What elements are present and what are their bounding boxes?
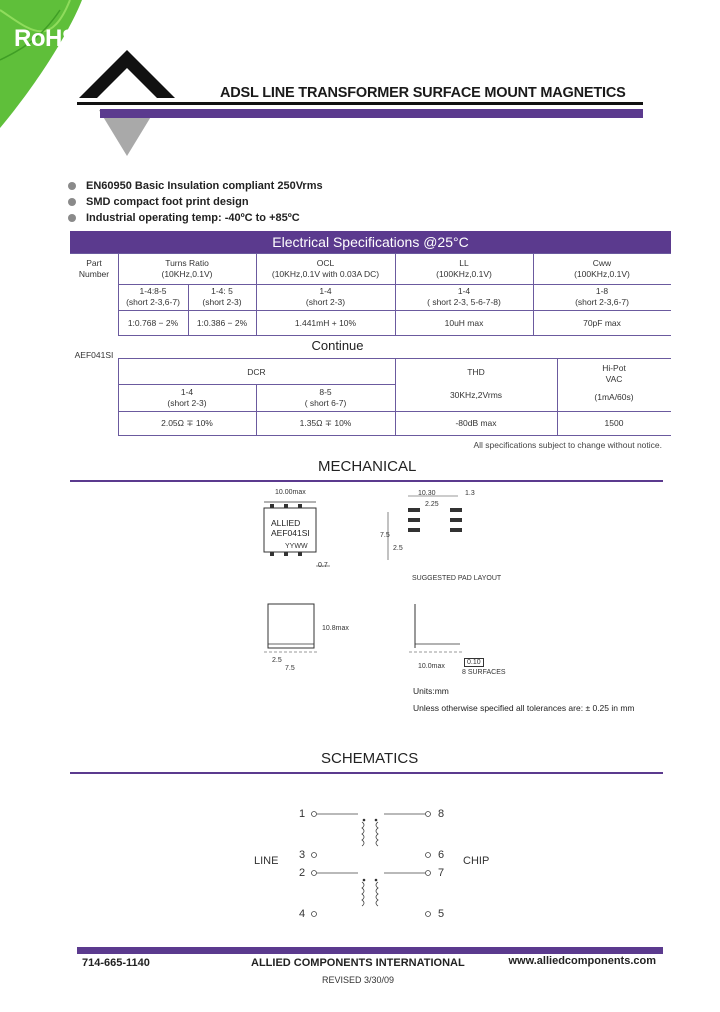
pin-5-label: 5 bbox=[438, 908, 445, 920]
rohs-badge: RoHS bbox=[14, 25, 78, 52]
turns-ratio-sub2: 1-4: 5 (short 2-3) bbox=[202, 286, 242, 307]
part-number-header: Part Number bbox=[78, 258, 110, 279]
ll-sub: 1-4 ( short 2-3, 5-6-7-8) bbox=[427, 286, 501, 307]
coplanarity-box: 0.10 bbox=[464, 658, 484, 667]
title-rule-purple bbox=[100, 109, 643, 118]
feature-item: EN60950 Basic Insulation compliant 250Vrms bbox=[68, 180, 323, 192]
bullet-icon bbox=[68, 182, 76, 190]
part-number-value: AEF041SI bbox=[74, 350, 114, 360]
hipot-header: Hi-Pot VAC bbox=[602, 363, 626, 384]
line-side-label: LINE bbox=[254, 855, 279, 867]
footer-company: ALLIED COMPONENTS INTERNATIONAL bbox=[251, 957, 465, 969]
marking-date-code: YYWW bbox=[285, 543, 308, 550]
side-width-label: 10.0max bbox=[418, 663, 445, 670]
coplanarity-caption: 8 SURFACES bbox=[462, 669, 506, 676]
title-rule-black bbox=[77, 102, 643, 105]
footer-website[interactable]: www.alliedcomponents.com bbox=[508, 955, 656, 967]
turns-ratio-sub1: 1-4:8-5 (short 2-3,6-7) bbox=[126, 286, 180, 307]
pin-1-label: 1 bbox=[299, 808, 306, 820]
dcr-sub1: 1-4 (short 2-3) bbox=[167, 387, 207, 408]
page-title: ADSL LINE TRANSFORMER SURFACE MOUNT MAGNETICS bbox=[220, 85, 626, 101]
end-view-drawing bbox=[405, 600, 475, 660]
units-label: Units:mm bbox=[413, 686, 449, 696]
pad-layout-caption: SUGGESTED PAD LAYOUT bbox=[412, 575, 502, 582]
pin-2-label: 2 bbox=[299, 867, 306, 879]
footer-phone: 714-665-1140 bbox=[82, 957, 150, 969]
side-dim-25: 2.5 bbox=[272, 657, 282, 664]
ocl-val: 1.441mH + 10% bbox=[294, 318, 357, 328]
ocl-header: OCL (10KHz,0.1V with 0.03A DC) bbox=[271, 258, 380, 279]
ll-val: 10uH max bbox=[444, 318, 484, 328]
pad-dim-13: 1.3 bbox=[465, 490, 475, 497]
footer-revised: REVISED 3/30/09 bbox=[322, 975, 395, 985]
dcr-sub2: 8-5 ( short 6-7) bbox=[304, 387, 347, 408]
dcr-val2: 1.35Ω ∓ 10% bbox=[299, 418, 352, 428]
bullet-icon bbox=[68, 198, 76, 206]
side-dim-75: 7.5 bbox=[285, 665, 295, 672]
footer-rule bbox=[77, 947, 663, 954]
turns-ratio-header: Turns Ratio (10KHz,0.1V) bbox=[161, 258, 213, 279]
table-rule bbox=[70, 253, 671, 254]
schematics-title: SCHEMATICS bbox=[321, 750, 419, 767]
pad-dim-75: 7.5 bbox=[380, 532, 390, 539]
spec-table-title: Electrical Specifications @25°C bbox=[70, 231, 671, 253]
pin-3-label: 3 bbox=[299, 849, 306, 861]
hipot-val: 1500 bbox=[604, 418, 624, 428]
part-marking: ALLIED AEF041SI bbox=[271, 518, 310, 538]
continue-label: Continue bbox=[311, 338, 364, 353]
turns-ratio-val2: 1:0.386 − 2% bbox=[196, 318, 248, 328]
tolerance-note: Unless otherwise specified all tolerances are: ± 0.25 in mm bbox=[413, 703, 635, 713]
table-rule bbox=[118, 335, 671, 336]
pin-8-label: 8 bbox=[438, 808, 445, 820]
thd-val: -80dB max bbox=[455, 418, 497, 428]
bullet-icon bbox=[68, 214, 76, 222]
cww-sub: 1-8 (short 2-3,6-7) bbox=[575, 286, 629, 307]
ocl-sub: 1-4 (short 2-3) bbox=[305, 286, 346, 307]
mechanical-rule bbox=[70, 480, 663, 482]
table-rule bbox=[118, 284, 671, 285]
pad-dim-225: 2.25 bbox=[425, 501, 439, 508]
cww-header: Cww (100KHz,0.1V) bbox=[574, 258, 630, 279]
pin-4-label: 4 bbox=[299, 908, 306, 920]
top-dim-label: 10.00max bbox=[275, 489, 306, 496]
pad-dim-1030: 10.30 bbox=[418, 490, 436, 497]
feature-item: SMD compact foot print design bbox=[68, 196, 249, 208]
dcr-header: DCR bbox=[247, 367, 266, 377]
schematic-diagram bbox=[300, 800, 440, 925]
table-rule bbox=[118, 384, 395, 385]
ll-header: LL (100KHz,0.1V) bbox=[436, 258, 492, 279]
cww-val: 70pF max bbox=[583, 318, 621, 328]
thd-sub: 30KHz,2Vrms bbox=[449, 390, 503, 400]
table-rule bbox=[118, 435, 671, 436]
pin-6-label: 6 bbox=[438, 849, 445, 861]
pin-7-label: 7 bbox=[438, 867, 445, 879]
feature-item: Industrial operating temp: -40ºC to +85ºC bbox=[68, 212, 300, 224]
dcr-val1: 2.05Ω ∓ 10% bbox=[161, 418, 213, 428]
mechanical-title: MECHANICAL bbox=[318, 458, 417, 475]
spec-note: All specifications subject to change without notice. bbox=[473, 440, 662, 450]
dim-0-7: 0.7 bbox=[318, 562, 328, 569]
chip-side-label: CHIP bbox=[463, 855, 490, 867]
thd-header: THD bbox=[467, 367, 485, 377]
turns-ratio-val1: 1:0.768 − 2% bbox=[127, 318, 179, 328]
table-rule bbox=[118, 411, 671, 412]
side-view-drawing bbox=[258, 600, 328, 670]
table-rule bbox=[118, 310, 671, 311]
schematics-rule bbox=[70, 772, 663, 774]
pad-dim-25: 2.5 bbox=[393, 545, 403, 552]
side-height-label: 10.8max bbox=[322, 625, 349, 632]
hipot-sub: (1mA/60s) bbox=[594, 392, 634, 402]
pad-layout-drawing bbox=[378, 488, 478, 568]
